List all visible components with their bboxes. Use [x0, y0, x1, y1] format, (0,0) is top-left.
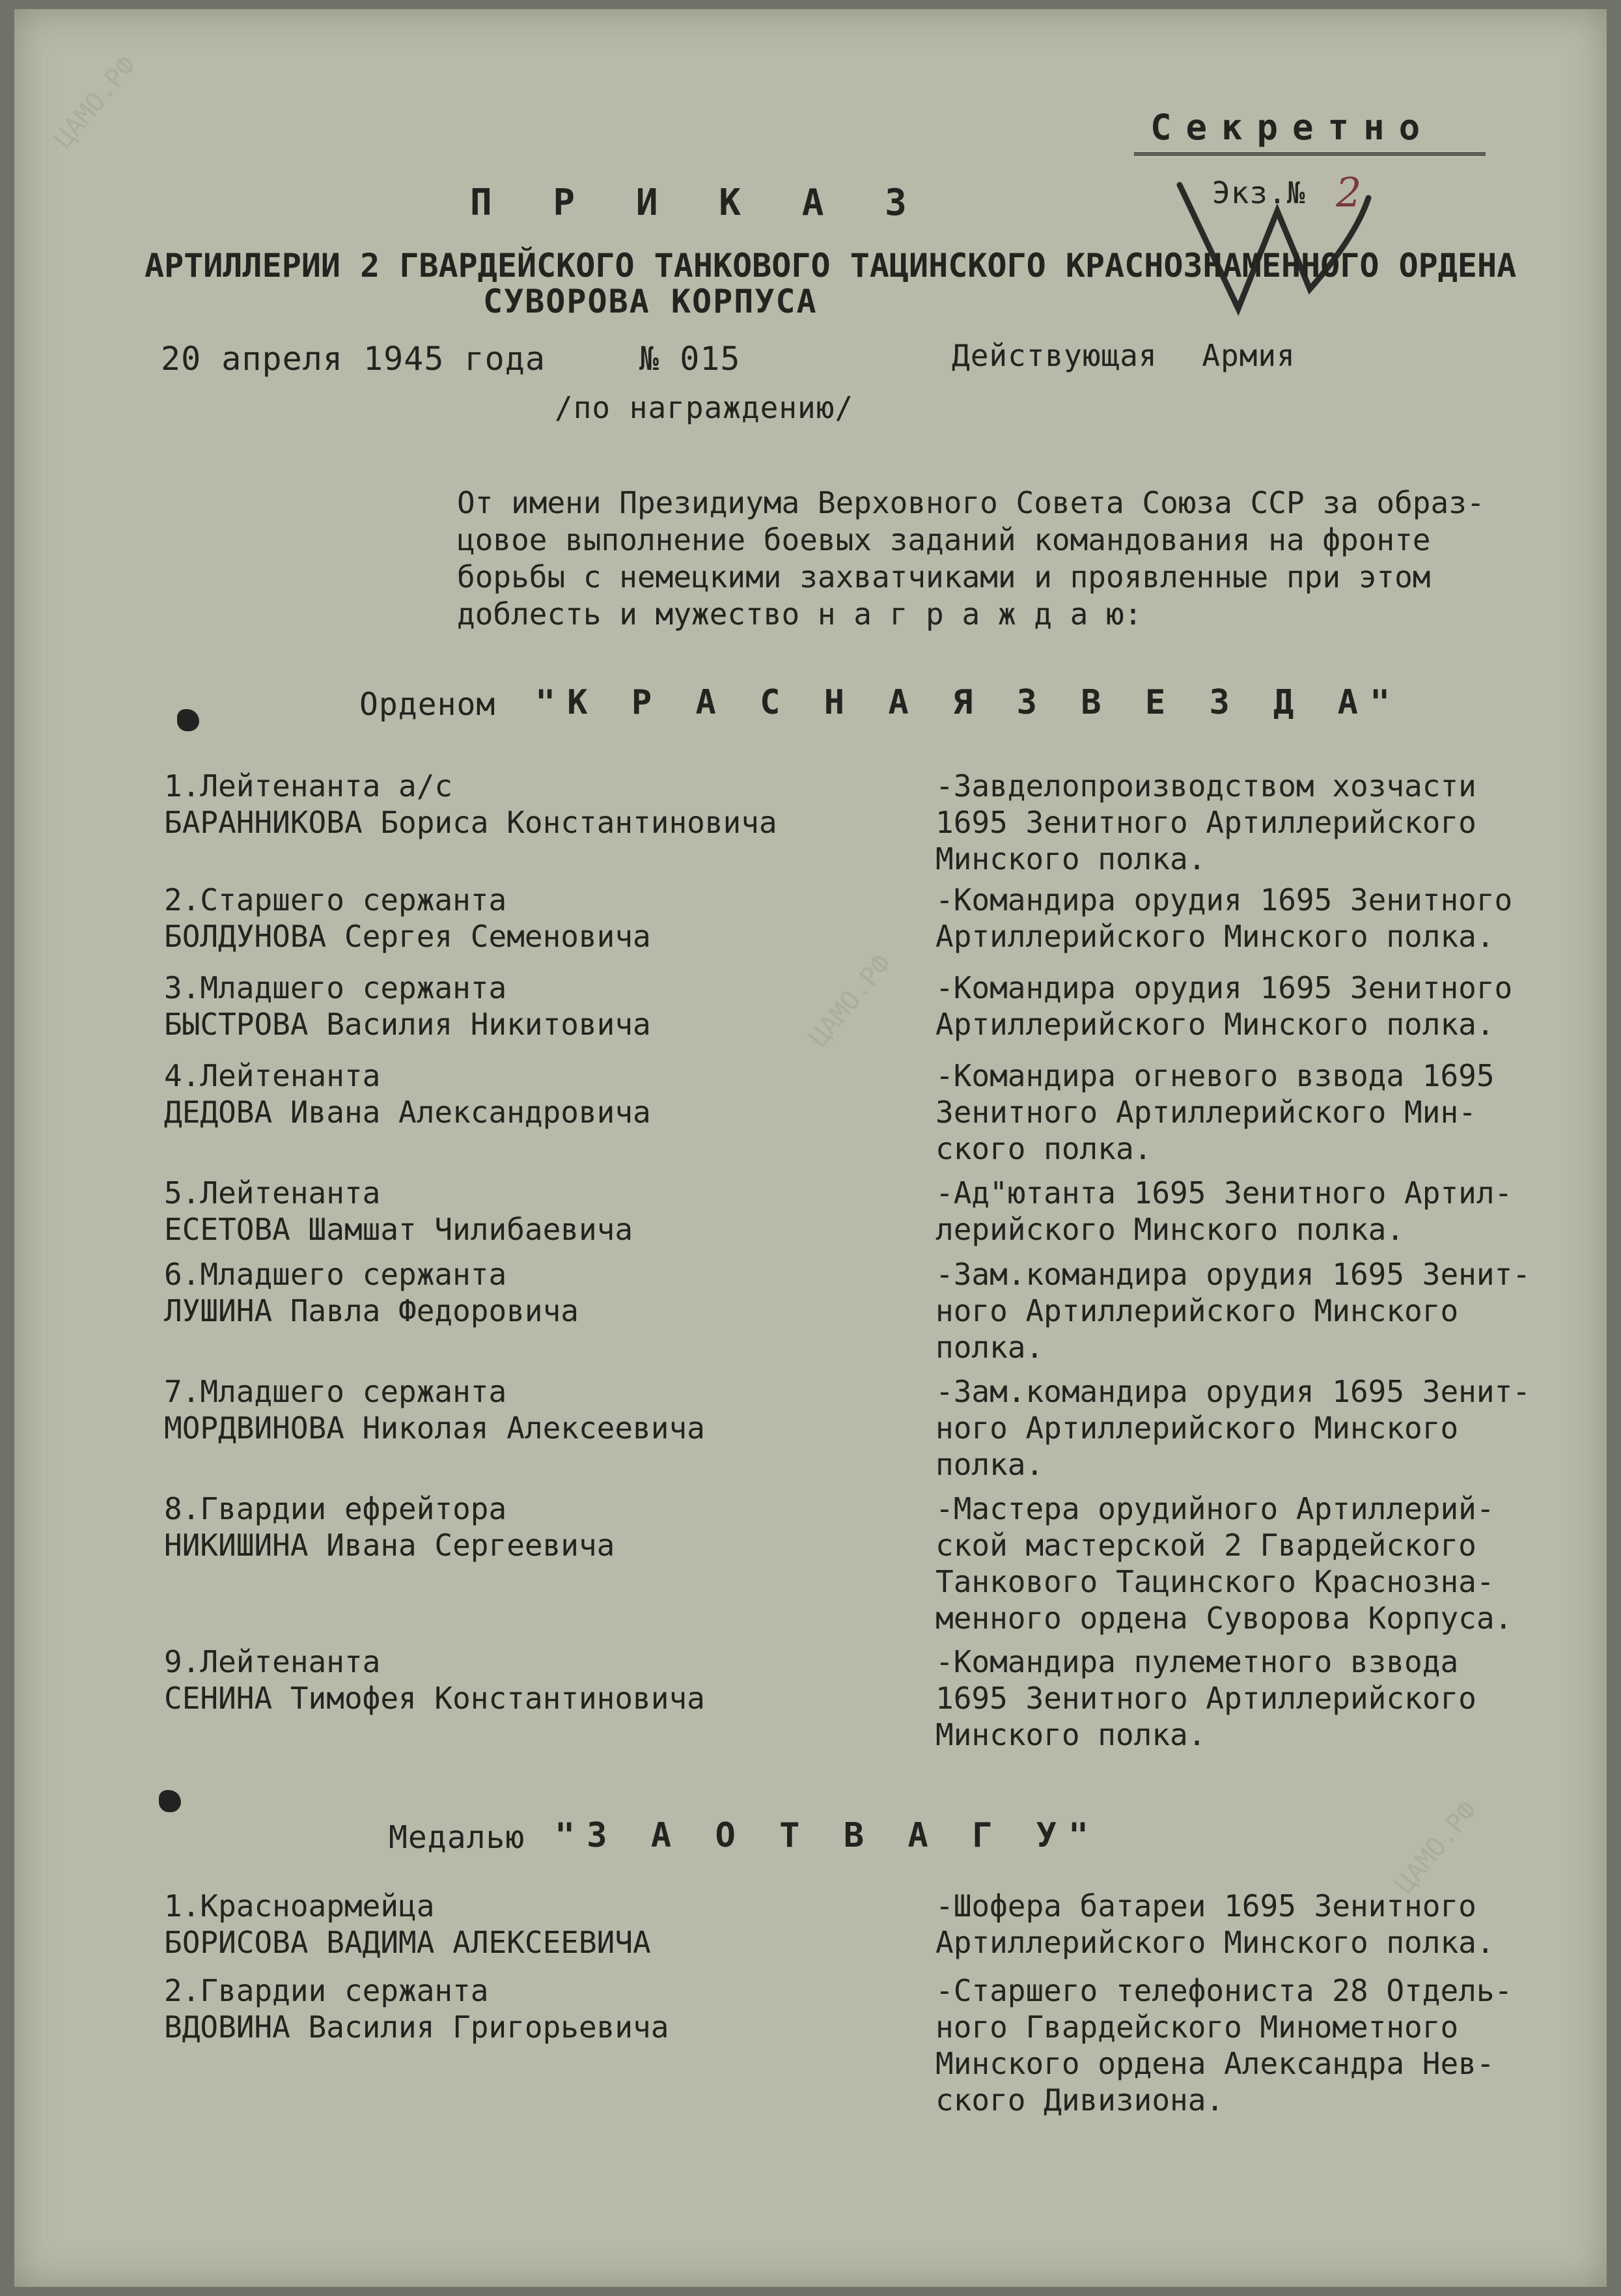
entry-position: -Зам.командира орудия 1695 Зенит- [935, 1257, 1531, 1292]
entry-rank: 9.Лейтенанта [164, 1644, 381, 1679]
org-line-2: СУВОРОВА КОРПУСА [483, 283, 818, 320]
entry-position: Минского полка. [935, 1717, 1206, 1752]
order-number: № 015 [639, 340, 741, 378]
entry-rank: 6.Младшего сержанта [164, 1257, 507, 1292]
signature-mark [1160, 159, 1375, 328]
entry-rank: 4.Лейтенанта [164, 1058, 381, 1093]
entry-name: ВДОВИНА Василия Григорьевича [164, 2009, 669, 2045]
entry-position: Минского полка. [935, 841, 1206, 876]
watermark: ЦАМО.РФ [803, 949, 898, 1053]
hole-punch-mark [177, 709, 199, 731]
entry-name: БОРИСОВА ВАДИМА АЛЕКСЕЕВИЧА [164, 1925, 651, 1960]
entry-name: БОЛДУНОВА Сергея Семеновича [164, 919, 651, 954]
entry-rank: 1.Красноармейца [164, 1888, 435, 1924]
entry-position: ного Артиллерийского Минского [935, 1410, 1459, 1446]
entry-rank: 8.Гвардии ефрейтора [164, 1491, 507, 1526]
preamble-line: цовое выполнение боевых заданий командования на фронте [457, 522, 1431, 557]
entry-name: ЛУШИНА Павла Федоровича [164, 1293, 579, 1328]
preamble [457, 484, 1485, 633]
hole-punch-mark [159, 1790, 181, 1812]
preamble-line: борьбы с немецкими захватчиками и проявленные при этом [457, 559, 1431, 595]
entry-position: полка. [935, 1330, 1044, 1365]
entry-position: -Командира орудия 1695 Зенитного [935, 970, 1513, 1005]
entry-name: ЕСЕТОВА Шамшат Чилибаевича [164, 1212, 633, 1247]
copy-number: Экз.№ [1212, 175, 1306, 210]
entry-name: НИКИШИНА Ивана Сергеевича [164, 1528, 615, 1563]
entry-position: Минского ордена Александра Нев- [935, 2046, 1495, 2081]
entry-position: -Зам.командира орудия 1695 Зенит- [935, 1374, 1531, 1409]
award-name: "З А О Т В А Г У" [555, 1816, 1101, 1855]
entry-position: -Мастера орудийного Артиллерий- [935, 1491, 1495, 1526]
award-prefix: Медалью [389, 1819, 525, 1856]
entry-rank: 1.Лейтенанта а/с [164, 768, 453, 804]
entry-rank: 2.Старшего сержанта [164, 882, 507, 917]
watermark: ЦАМО.РФ [48, 50, 143, 154]
order-date: 20 апреля 1945 года [161, 340, 546, 378]
secret-underline [1134, 152, 1486, 156]
entry-position: -Командира орудия 1695 Зенитного [935, 882, 1513, 917]
secret-label: Секретно [1150, 107, 1435, 148]
entry-position: -Завделопроизводством хозчасти [935, 768, 1476, 804]
entry-rank: 5.Лейтенанта [164, 1175, 381, 1211]
entry-position: -Старшего телефониста 28 Отдель- [935, 1973, 1513, 2008]
entry-name: МОРДВИНОВА Николая Алексеевича [164, 1410, 705, 1446]
entry-position: Артиллерийского Минского полка. [935, 1007, 1495, 1042]
entry-rank: 3.Младшего сержанта [164, 970, 507, 1005]
entry-position: ского Дивизиона. [935, 2082, 1225, 2118]
document-title: П Р И К А З [470, 182, 926, 224]
entry-name: СЕНИНА Тимофея Константиновича [164, 1681, 705, 1716]
entry-position: -Шофера батареи 1695 Зенитного [935, 1888, 1476, 1924]
entry-name: БАРАННИКОВА Бориса Константиновича [164, 805, 777, 840]
entry-position: ской мастерской 2 Гвардейского [935, 1528, 1476, 1563]
entry-rank: 7.Младшего сержанта [164, 1374, 507, 1409]
entry-position: Артиллерийского Минского полка. [935, 919, 1495, 954]
place: Действующая Армия [952, 338, 1295, 373]
entry-position: Зенитного Артиллерийского Мин- [935, 1095, 1476, 1130]
entry-position: ного Гвардейского Минометного [935, 2009, 1459, 2045]
award-name: "К Р А С Н А Я З В Е З Д А" [535, 683, 1402, 722]
entry-position: полка. [935, 1447, 1044, 1482]
preamble-line: доблесть и мужество н а г р а ж д а ю: [457, 596, 1143, 632]
preamble-line: От имени Президиума Верховного Совета Союза ССР за образ- [457, 485, 1485, 520]
entry-position: Артиллерийского Минского полка. [935, 1925, 1495, 1960]
entry-name: БЫСТРОВА Василия Никитовича [164, 1007, 651, 1042]
order-subject: /по награждению/ [555, 390, 854, 425]
entry-position: ского полка. [935, 1131, 1152, 1166]
entry-position: ного Артиллерийского Минского [935, 1293, 1459, 1328]
entry-rank: 2.Гвардии сержанта [164, 1973, 489, 2008]
entry-position: -Командира пулеметного взвода [935, 1644, 1459, 1679]
entry-position: лерийского Минского полка. [935, 1212, 1405, 1247]
award-prefix: Орденом [359, 686, 496, 723]
document-page [14, 9, 1607, 2287]
copy-number-handwritten: 2 [1336, 169, 1363, 216]
watermark: ЦАМО.РФ [1389, 1795, 1484, 1899]
entry-position: менного ордена Суворова Корпуса. [935, 1601, 1513, 1636]
org-line-1: АРТИЛЛЕРИИ 2 ГВАРДЕЙСКОГО ТАНКОВОГО ТАЦИНСКОГО КРАСНОЗНАМЕННОГО ОРДЕНА [145, 247, 1517, 285]
entry-name: ДЕДОВА Ивана Александровича [164, 1095, 651, 1130]
entry-position: 1695 Зенитного Артиллерийского [935, 1681, 1476, 1716]
entry-position: Танкового Тацинского Краснозна- [935, 1564, 1495, 1599]
entry-position: -Ад"ютанта 1695 Зенитного Артил- [935, 1175, 1513, 1211]
entry-position: 1695 Зенитного Артиллерийского [935, 805, 1476, 840]
entry-position: -Командира огневого взвода 1695 [935, 1058, 1495, 1093]
